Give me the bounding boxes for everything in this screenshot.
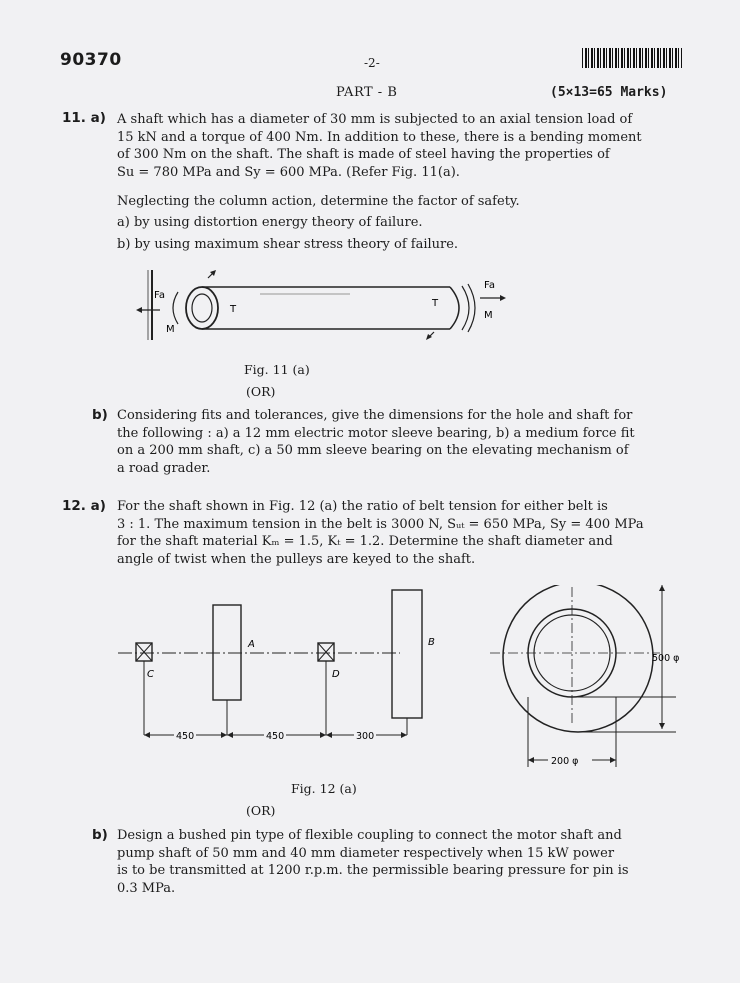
page-number: -2- — [364, 56, 380, 70]
q12a-line: For the shaft shown in Fig. 12 (a) the ratio of belt tension for either belt is — [117, 499, 608, 514]
q12b-line: pump shaft of 50 mm and 40 mm diameter respectively when 15 kW power — [117, 845, 615, 861]
q12b-line: 0.3 MPa. — [117, 880, 176, 896]
fig11-t-left: T — [230, 304, 237, 315]
figure-11a — [130, 262, 530, 347]
q11b-line: the following : a) a 12 mm electric motor sleeve bearing, b) a medium force fit — [117, 425, 635, 441]
q11a-text — [117, 111, 677, 181]
q11a-line: 15 kN and a torque of 400 Nm. In addition to these, there is a bending moment — [117, 129, 642, 145]
part-title: PART - B — [336, 85, 398, 100]
q12b-line: is to be transmitted at 1200 r.p.m. the permissible bearing pressure for pin is — [117, 863, 629, 878]
fig12-dim-2: 450 — [266, 731, 285, 742]
fig11-t-right: T — [432, 298, 439, 309]
fig11-caption: Fig. 11 (a) — [244, 362, 310, 377]
figure-12a — [110, 585, 690, 770]
fig12-label-c: C — [147, 669, 154, 680]
q12a-line: angle of twist when the pulleys are keyed to the shaft. — [117, 551, 476, 567]
q12-number: 12. a) — [62, 498, 106, 514]
q11-or: (OR) — [246, 384, 276, 399]
fig11-m-left: M — [166, 324, 175, 335]
q11a-line: of 300 Nm on the shaft. The shaft is made of steel having the properties of — [117, 147, 610, 162]
q12a-line: for the shaft material Kₘ = 1.5, Kₜ = 1.2. Determine the shaft diameter and — [117, 534, 613, 549]
fig12-label-d: D — [332, 669, 340, 680]
q11-number: 11. a) — [62, 110, 106, 126]
fig11-fa-left: Fa — [154, 290, 165, 301]
q11b-line: Considering fits and tolerances, give the dimensions for the hole and shaft for — [117, 408, 633, 423]
fig12-caption: Fig. 12 (a) — [291, 781, 357, 796]
q11b-text — [117, 407, 677, 477]
fig12-dim-3: 300 — [356, 731, 375, 742]
fig12-dia-small: 200 φ — [551, 756, 579, 767]
fig12-label-b: B — [428, 637, 435, 648]
fig12-label-a: A — [248, 639, 255, 650]
q12b-line: Design a bushed pin type of flexible coupling to connect the motor shaft and — [117, 828, 622, 843]
q12a-line: 3 : 1. The maximum tension in the belt is 3000 N, Sᵤₜ = 650 MPa, Sy = 400 MPa — [117, 516, 644, 532]
fig11-m-right: M — [484, 310, 493, 321]
q12b-text — [117, 827, 677, 897]
q11b-label: b) — [92, 407, 108, 423]
q11a-line: Su = 780 MPa and Sy = 600 MPa. (Refer Fig. 11(a). — [117, 164, 460, 180]
fig12-dim-1: 450 — [176, 731, 195, 742]
fig11-fa-right: Fa — [484, 280, 495, 291]
q11a-sub-b: b) by using maximum shear stress theory of failure. — [117, 237, 459, 252]
q11b-line: on a 200 mm shaft, c) a 50 mm sleeve bearing on the elevating mechanism of — [117, 443, 629, 458]
q11a-instruction: Neglecting the column action, determine the factor of safety. — [117, 194, 520, 209]
q12a-text — [117, 498, 677, 568]
barcode — [582, 48, 682, 68]
q11a-sub-a: a) by using distortion energy theory of failure. — [117, 215, 423, 230]
q11b-line: a road grader. — [117, 460, 211, 476]
q12b-label: b) — [92, 827, 108, 843]
paper-code: 90370 — [60, 50, 122, 70]
q11a-line: A shaft which has a diameter of 30 mm is subjected to an axial tension load of — [117, 112, 633, 127]
q12-or: (OR) — [246, 803, 276, 818]
marks-total: (5×13=65 Marks) — [550, 85, 668, 100]
fig12-dia-large: 500 φ — [652, 653, 680, 664]
